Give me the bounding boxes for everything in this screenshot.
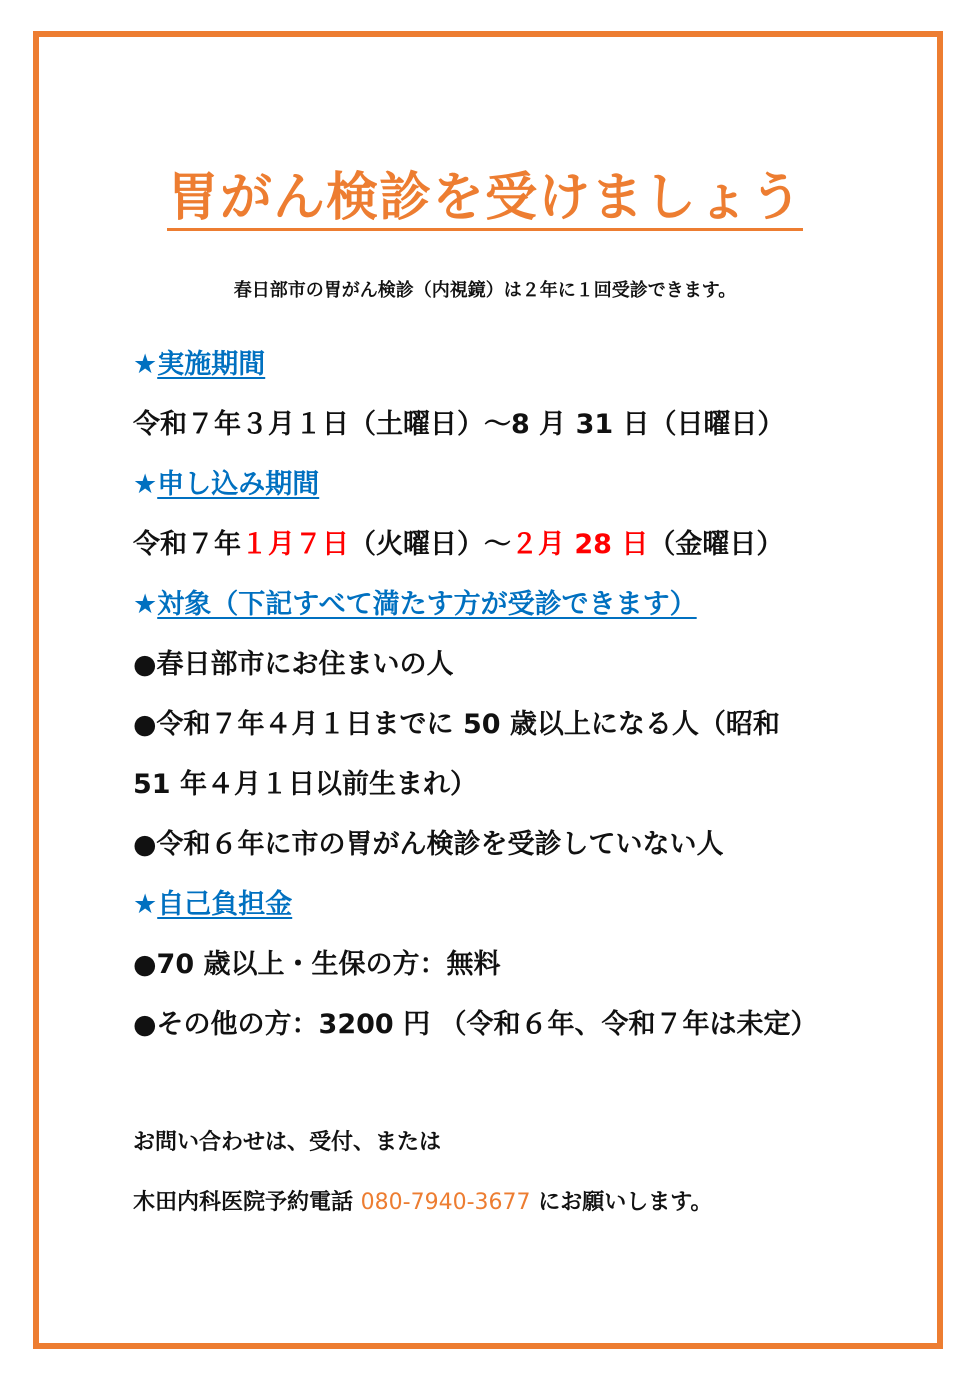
application-mid: （火曜日）～	[349, 529, 511, 560]
heading-application-label: 申し込み期間	[157, 469, 320, 500]
star-icon: ★	[133, 349, 158, 380]
heading-implementation-period	[133, 347, 265, 383]
eligibility-item: 51 年４月１日以前生まれ）	[133, 769, 477, 800]
contact-line-2	[133, 1188, 712, 1218]
heading-eligibility	[133, 587, 697, 623]
contact-phone-number[interactable]: 080-7940-3677	[360, 1190, 531, 1215]
star-icon: ★	[133, 469, 158, 500]
cost-item: ●70 歳以上・生保の方：無料	[133, 949, 501, 980]
implementation-period-text: 令和７年３月１日（土曜日）～8 月 31 日（日曜日）	[133, 409, 785, 440]
application-end-date: ２月 28 日	[511, 529, 649, 560]
application-prefix: 令和７年	[133, 529, 241, 560]
heading-application-period	[133, 467, 319, 503]
application-start-date: １月７日	[241, 529, 349, 560]
page-title-text: 胃がん検診を受けましょう	[167, 168, 803, 231]
application-suffix: （金曜日）	[648, 529, 784, 560]
heading-cost	[133, 887, 292, 923]
eligibility-item: ●令和６年に市の胃がん検診を受診していない人	[133, 829, 724, 860]
contact-line-1: お問い合わせは、受付、または	[133, 1130, 442, 1155]
contact-suffix: にお願いします。	[530, 1190, 713, 1215]
heading-eligibility-label: 対象（下記すべて満たす方が受診できます）	[157, 589, 697, 620]
eligibility-item: ●春日部市にお住まいの人	[133, 649, 454, 680]
subtitle: 春日部市の胃がん検診（内視鏡）は２年に１回受診できます。	[233, 280, 737, 301]
star-icon: ★	[133, 589, 158, 620]
heading-implementation-label: 実施期間	[157, 349, 266, 380]
page-title	[0, 166, 970, 230]
heading-cost-label: 自己負担金	[157, 889, 293, 920]
star-icon: ★	[133, 889, 158, 920]
cost-item: ●その他の方：3200 円 （令和６年、令和７年は未定）	[133, 1009, 818, 1040]
contact-clinic: 木田内科医院予約電話	[133, 1190, 361, 1215]
application-period-text	[133, 527, 783, 563]
eligibility-item: ●令和７年４月１日までに 50 歳以上になる人（昭和	[133, 709, 780, 740]
